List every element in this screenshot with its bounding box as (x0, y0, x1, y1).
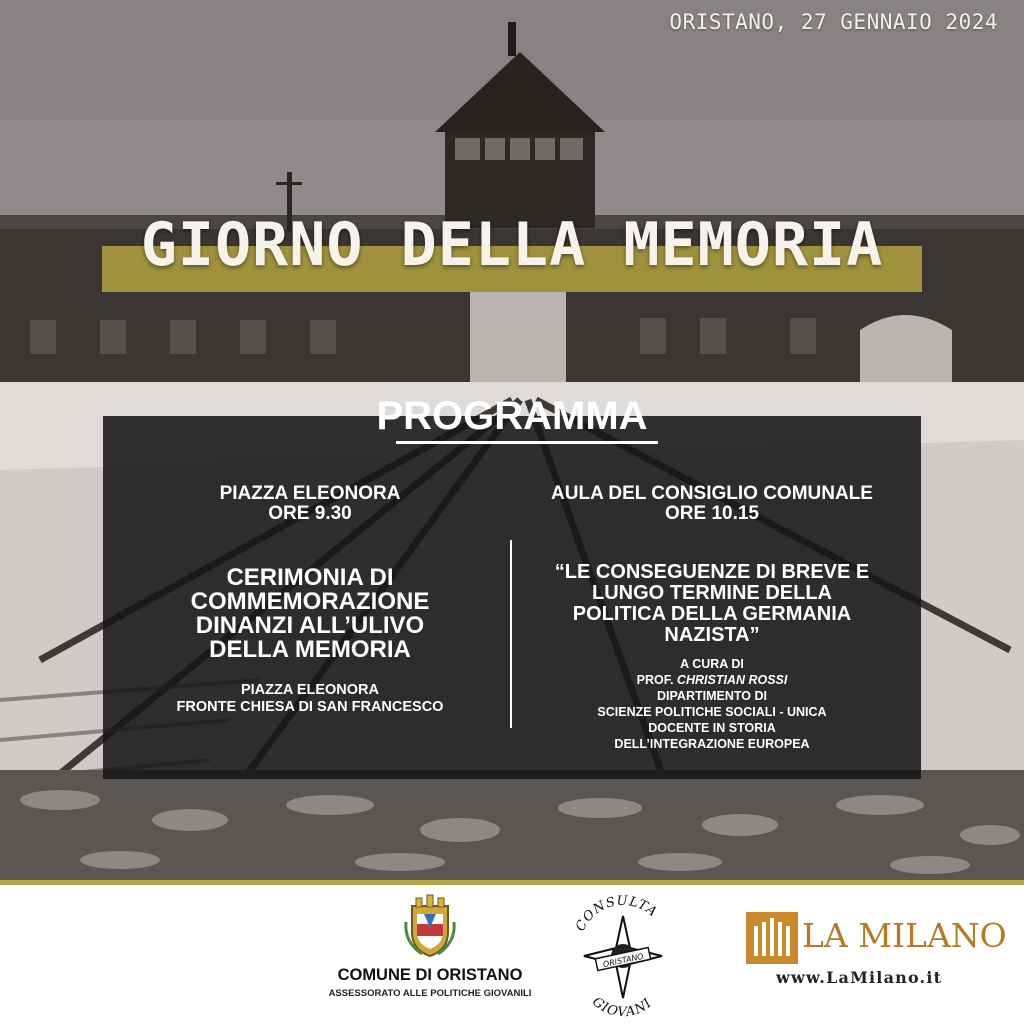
left-place: PIAZZA ELEONORA (219, 483, 401, 504)
left-time: ORE 9.30 (268, 503, 352, 524)
consulta-badge-text: ORISTANO (602, 951, 645, 970)
curated-by: A CURA DI (680, 657, 744, 671)
program-heading-underline (396, 441, 658, 444)
left-event-line: DINANZI ALL’ULIVO (195, 612, 425, 639)
brand-url[interactable]: www.LaMilano.it (776, 968, 943, 987)
speaker-prefix: PROF. (636, 673, 674, 687)
footer-gold-rule (0, 880, 1024, 885)
right-talk-line: “LE CONSEGUENZE DI BREVE E (554, 561, 870, 583)
speaker (512, 672, 912, 688)
speaker-name: CHRISTIAN ROSSI (676, 673, 788, 687)
affiliation-line: SCIENZE POLITICHE SOCIALI - UNICA (597, 705, 827, 719)
left-event-line: DELLA MEMORIA (209, 636, 411, 663)
right-place: AULA DEL CONSIGLIO COMUNALE (551, 483, 873, 504)
oristano-coat-of-arms-icon (402, 892, 458, 958)
left-event-line: CERIMONIA DI (226, 564, 394, 591)
page-title: GIORNO DELLA MEMORIA (140, 210, 884, 280)
lamilano-logo-icon (746, 912, 798, 964)
affiliation-line: DOCENTE IN STORIA (648, 721, 776, 735)
consulta-top-text: CONSULTA (573, 893, 661, 934)
left-location-line: PIAZZA ELEONORA (240, 682, 380, 698)
right-talk-line: POLITICA DELLA GERMANIA (572, 603, 852, 625)
comune-subtitle: ASSESSORATO ALLE POLITICHE GIOVANILI (328, 988, 532, 999)
left-location-line: FRONTE CHIESA DI SAN FRANCESCO (176, 699, 444, 715)
event-date: ORISTANO, 27 GENNAIO 2024 (669, 10, 998, 34)
comune-logo-block (300, 892, 560, 999)
left-event-line: COMMEMORAZIONE (190, 588, 430, 615)
right-time: ORE 10.15 (665, 503, 759, 524)
svg-text:CONSULTA (573, 894, 660, 934)
brand-name: LA MILANO (802, 916, 1007, 955)
lamilano-logo-block (746, 910, 1007, 990)
consulta-giovani-logo-icon (558, 890, 688, 1018)
left-column (150, 484, 470, 716)
affiliation-line: DIPARTIMENTO DI (657, 689, 767, 703)
affiliation-line: DELL’INTEGRAZIONE EUROPEA (614, 737, 810, 751)
right-talk-line: NAZISTA” (664, 624, 760, 646)
consulta-bottom-text: GIOVANI (589, 994, 656, 1018)
right-column (512, 484, 912, 752)
program-heading: PROGRAMMA (376, 394, 648, 438)
comune-name: COMUNE DI ORISTANO (337, 966, 523, 984)
right-talk-line: LUNGO TERMINE DELLA (592, 582, 832, 604)
